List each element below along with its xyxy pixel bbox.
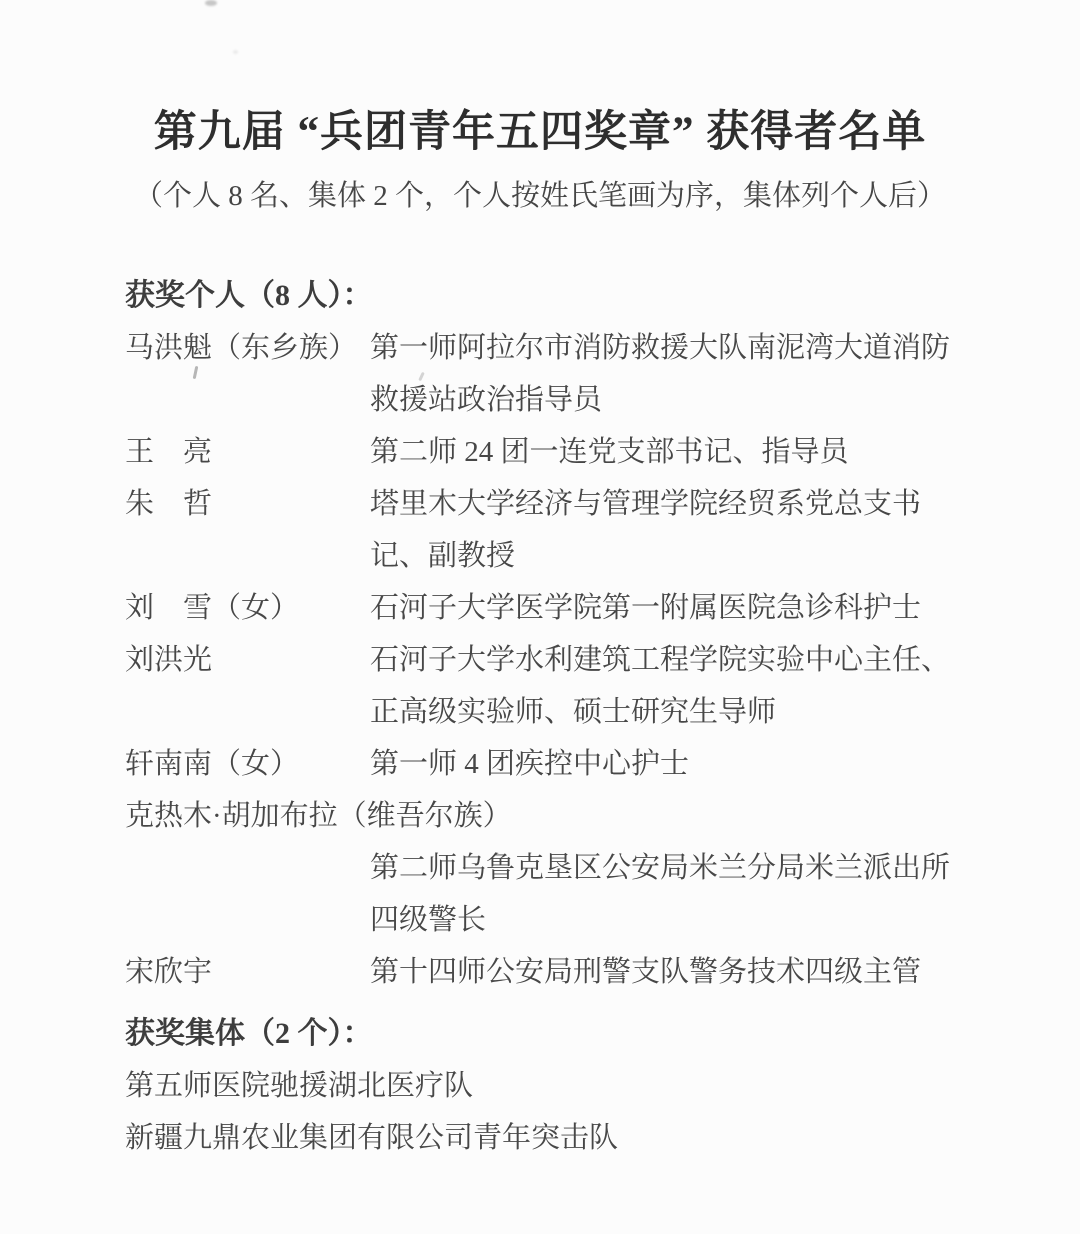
- recipient-description: [370, 634, 1020, 738]
- scan-artifact: [233, 50, 238, 54]
- recipient-description-line: 救援站政治指导员: [370, 384, 603, 416]
- recipient-description-line: 第二师乌鲁克垦区公安局米兰分局米兰派出所: [370, 852, 951, 884]
- recipient-description-line: 记、副教授: [370, 540, 516, 572]
- recipient-row: [125, 582, 1020, 634]
- recipient-description: [370, 946, 1020, 998]
- page-title: 第九届 “兵团青年五四奖章” 获得者名单: [153, 109, 927, 156]
- recipient-row: [125, 322, 1020, 426]
- recipient-row: [125, 790, 1020, 946]
- recipient-row: [125, 738, 1020, 790]
- recipient-description-line: 正高级实验师、硕士研究生导师: [370, 696, 777, 728]
- document-body: [125, 270, 1020, 1164]
- individual-section-heading: 获奖个人（8 人）：: [125, 279, 373, 312]
- recipient-description: [370, 842, 1020, 946]
- recipient-description-line: 第一师阿拉尔市消防救援大队南泥湾大道消防: [370, 332, 951, 364]
- recipient-row: [125, 634, 1020, 738]
- recipient-row: [125, 426, 1020, 478]
- scan-artifact: [205, 0, 217, 6]
- recipient-name: 轩南南（女）: [125, 748, 300, 780]
- recipient-description-line: 石河子大学医学院第一附属医院急诊科护士: [370, 592, 922, 624]
- recipient-name: 刘洪光: [125, 644, 213, 676]
- recipient-description: [370, 322, 1020, 426]
- collective-item: 新疆九鼎农业集团有限公司青年突击队: [125, 1122, 619, 1154]
- recipient-name: 马洪魁（东乡族）: [125, 332, 358, 364]
- recipient-row: [125, 478, 1020, 582]
- recipient-description-line: 第一师 4 团疾控中心护士: [370, 748, 690, 780]
- recipient-name: 刘 雪（女）: [125, 592, 300, 624]
- page-subtitle: （个人 8 名、集体 2 个，个人按姓氏笔画为序，集体列个人后）: [133, 180, 946, 212]
- recipient-row: [125, 946, 1020, 998]
- recipient-name: 朱 哲: [125, 488, 213, 520]
- collective-item: 第五师医院驰援湖北医疗队: [125, 1070, 474, 1102]
- collective-section-heading: 获奖集体（2 个）：: [125, 1017, 373, 1050]
- recipient-name: 宋欣宇: [125, 956, 213, 988]
- recipient-description: [370, 478, 1020, 582]
- recipient-description: [370, 426, 1020, 478]
- recipient-description-line: 四级警长: [370, 904, 487, 936]
- recipient-description: [370, 738, 1020, 790]
- recipient-description-line: 第十四师公安局刑警支队警务技术四级主管: [370, 956, 922, 988]
- recipient-description-line: 石河子大学水利建筑工程学院实验中心主任、: [370, 644, 951, 676]
- recipient-description-line: 塔里木大学经济与管理学院经贸系党总支书: [370, 488, 922, 520]
- recipient-name: 王 亮: [125, 436, 213, 468]
- recipient-description: [370, 582, 1020, 634]
- recipient-description-line: 第二师 24 团一连党支部书记、指导员: [370, 436, 849, 468]
- recipient-name: 克热木·胡加布拉（维吾尔族）: [125, 800, 512, 832]
